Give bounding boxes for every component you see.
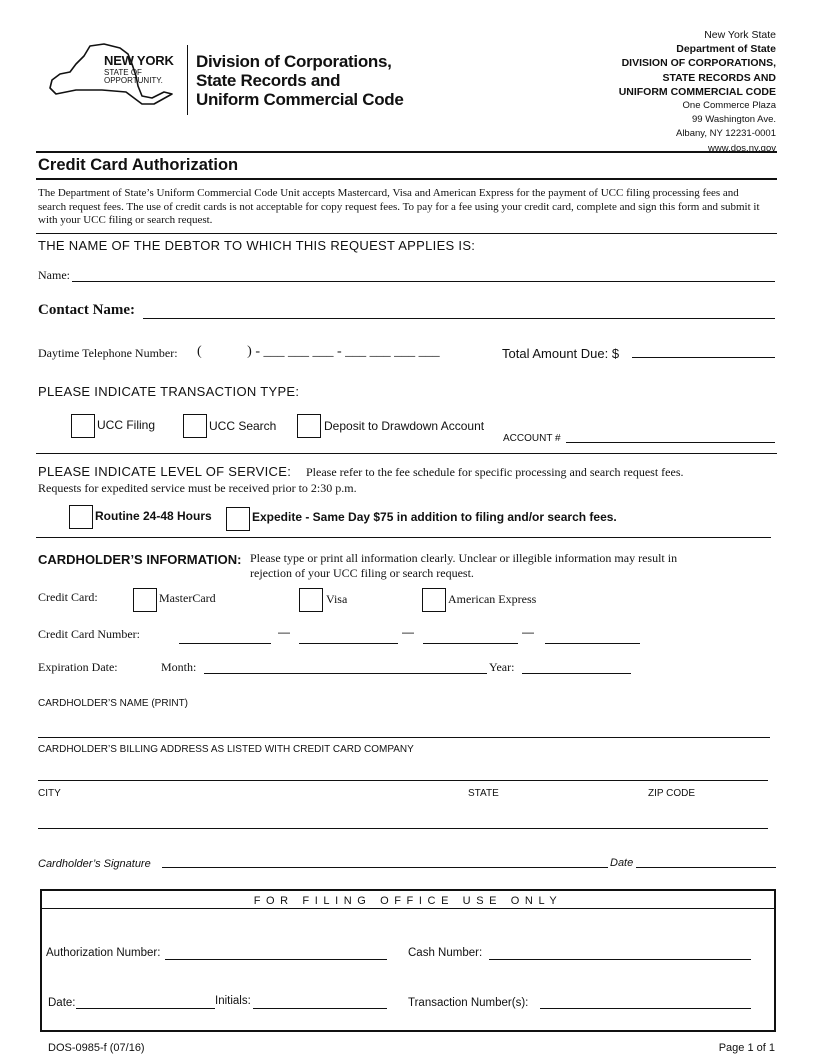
address-line-city: Albany, NY 12231-0001 <box>675 128 776 140</box>
total-amount-field[interactable] <box>632 357 775 358</box>
routine-service-label: Routine 24-48 Hours <box>95 509 212 523</box>
division-title <box>196 52 404 109</box>
cardholder-note-line2: rejection of your UCC filing or search request. <box>250 566 474 580</box>
signature-field[interactable] <box>162 867 608 868</box>
zip-code-label: ZIP CODE <box>648 788 696 799</box>
ucc-search-checkbox[interactable] <box>183 414 207 438</box>
address-line-records: STATE RECORDS AND <box>662 71 776 84</box>
debtor-name-field[interactable] <box>72 281 775 282</box>
signature-label: Cardholder’s Signature <box>38 858 151 870</box>
cardholder-heading: CARDHOLDER’S INFORMATION: <box>38 552 242 567</box>
cardholder-name-field[interactable] <box>38 737 770 738</box>
visa-label: Visa <box>326 592 348 606</box>
billing-address-label: CARDHOLDER’S BILLING ADDRESS AS LISTED WITH CREDIT CARD COMPANY <box>38 744 414 755</box>
phone-number-field[interactable]: ( ) - ___ ___ ___ - ___ ___ ___ ___ <box>197 344 440 359</box>
logo-line2: STATE OF <box>104 68 142 77</box>
address-line-department: Department of State <box>676 43 776 56</box>
contact-name-label: Contact Name: <box>38 302 136 318</box>
cash-number-label: Cash Number: <box>408 947 483 959</box>
service-deadline-note: Requests for expedited service must be received prior to 2:30 p.m. <box>38 481 357 495</box>
card-number-dash-3: — <box>522 625 534 639</box>
phone-label: Daytime Telephone Number: <box>38 346 178 360</box>
division-title-line1: Division of Corporations, <box>196 52 392 71</box>
credit-card-label: Credit Card: <box>38 590 98 604</box>
expiration-year-field[interactable] <box>522 673 631 674</box>
city-label: CITY <box>38 788 61 799</box>
address-line-state: New York State <box>704 29 776 41</box>
transaction-number-field[interactable] <box>540 1008 751 1009</box>
form-title: Credit Card Authorization <box>38 156 239 174</box>
mastercard-label: MasterCard <box>159 591 216 605</box>
transaction-number-label: Transaction Number(s): <box>408 997 529 1009</box>
office-use-heading-rule <box>42 908 774 909</box>
address-line-website: www.dos.ny.gov <box>708 142 776 154</box>
expiration-label: Expiration Date: <box>38 660 118 674</box>
expedite-service-label: Expedite - Same Day $75 in addition to filing and/or search fees. <box>252 510 617 524</box>
contact-name-field[interactable] <box>143 318 775 319</box>
total-amount-label: Total Amount Due: $ <box>502 346 620 361</box>
month-label: Month: <box>161 660 197 674</box>
office-use-box <box>40 889 776 1032</box>
city-state-zip-field[interactable] <box>38 828 768 829</box>
card-number-group-4[interactable] <box>545 643 640 644</box>
expiration-month-field[interactable] <box>204 673 487 674</box>
signature-date-field[interactable] <box>636 867 776 868</box>
office-date-field[interactable] <box>76 1008 215 1009</box>
year-label: Year: <box>489 660 515 674</box>
logo-line1: NEW YORK <box>104 53 174 68</box>
account-number-field[interactable] <box>566 442 775 443</box>
card-number-group-3[interactable] <box>423 643 518 644</box>
division-title-line3: Uniform Commercial Code <box>196 90 404 109</box>
ucc-filing-checkbox[interactable] <box>71 414 95 438</box>
page-number: Page 1 of 1 <box>718 1042 775 1054</box>
card-number-dash-1: — <box>278 625 290 639</box>
account-label: ACCOUNT # <box>503 433 561 444</box>
name-label: Name: <box>38 268 70 282</box>
drawdown-label: Deposit to Drawdown Account <box>324 419 485 433</box>
logo-divider <box>187 45 188 115</box>
agency-address <box>619 28 776 156</box>
cardholder-name-label: CARDHOLDER’S NAME (PRINT) <box>38 698 189 709</box>
ucc-search-label: UCC Search <box>209 419 277 433</box>
logo-line3: OPPORTUNITY. <box>104 76 163 85</box>
card-number-group-2[interactable] <box>299 643 398 644</box>
routine-service-checkbox[interactable] <box>69 505 93 529</box>
service-note: Please refer to the fee schedule for specific processing and search request fees. <box>306 465 684 479</box>
address-line-division: DIVISION OF CORPORATIONS, <box>621 57 776 70</box>
intro-text: The Department of State’s Uniform Commercial Code Unit accepts Mastercard, Visa and American Express for the payment of UCC filing processing fees and search request fees. The use of credit cards is not acceptable for copy request fees. To pay for a fee using your credit card, complete and sign this form and submit it with your UCC filing or search request. <box>38 187 760 226</box>
service-heading: PLEASE INDICATE LEVEL OF SERVICE: <box>38 464 292 479</box>
division-title-line2: State Records and <box>196 71 341 90</box>
transaction-rule <box>36 453 777 454</box>
address-line-ucc: UNIFORM COMMERCIAL CODE <box>618 85 776 98</box>
state-label: STATE <box>468 788 499 799</box>
billing-address-field[interactable] <box>38 780 768 781</box>
ucc-filing-label: UCC Filing <box>97 418 156 432</box>
card-number-group-1[interactable] <box>179 643 271 644</box>
drawdown-checkbox[interactable] <box>297 414 321 438</box>
address-line-plaza: One Commerce Plaza <box>682 100 776 112</box>
card-number-label: Credit Card Number: <box>38 627 140 641</box>
mastercard-checkbox[interactable] <box>133 588 157 612</box>
authorization-number-label: Authorization Number: <box>46 947 161 959</box>
nys-logo <box>46 42 186 110</box>
office-use-heading: FOR FILING OFFICE USE ONLY <box>253 895 563 907</box>
authorization-number-field[interactable] <box>165 959 387 960</box>
debtor-heading: THE NAME OF THE DEBTOR TO WHICH THIS REQUEST APPLIES IS: <box>38 238 476 253</box>
signature-date-label: Date <box>610 857 634 869</box>
form-id: DOS-0985-f (07/16) <box>48 1042 145 1054</box>
cash-number-field[interactable] <box>489 959 751 960</box>
amex-label: American Express <box>448 592 537 606</box>
service-rule <box>36 537 771 538</box>
amex-checkbox[interactable] <box>422 588 446 612</box>
card-number-dash-2: — <box>402 625 414 639</box>
intro-rule <box>36 233 777 234</box>
expedite-service-checkbox[interactable] <box>226 507 250 531</box>
cardholder-note-line1: Please type or print all information clearly. Unclear or illegible information may result in <box>250 551 678 565</box>
address-line-street: 99 Washington Ave. <box>692 114 776 126</box>
initials-label: Initials: <box>215 995 251 1007</box>
visa-checkbox[interactable] <box>299 588 323 612</box>
transaction-heading: PLEASE INDICATE TRANSACTION TYPE: <box>38 384 300 399</box>
title-rule-bottom <box>36 178 777 180</box>
office-date-label: Date: <box>48 997 76 1009</box>
initials-field[interactable] <box>253 1008 387 1009</box>
title-rule-top <box>36 151 777 153</box>
